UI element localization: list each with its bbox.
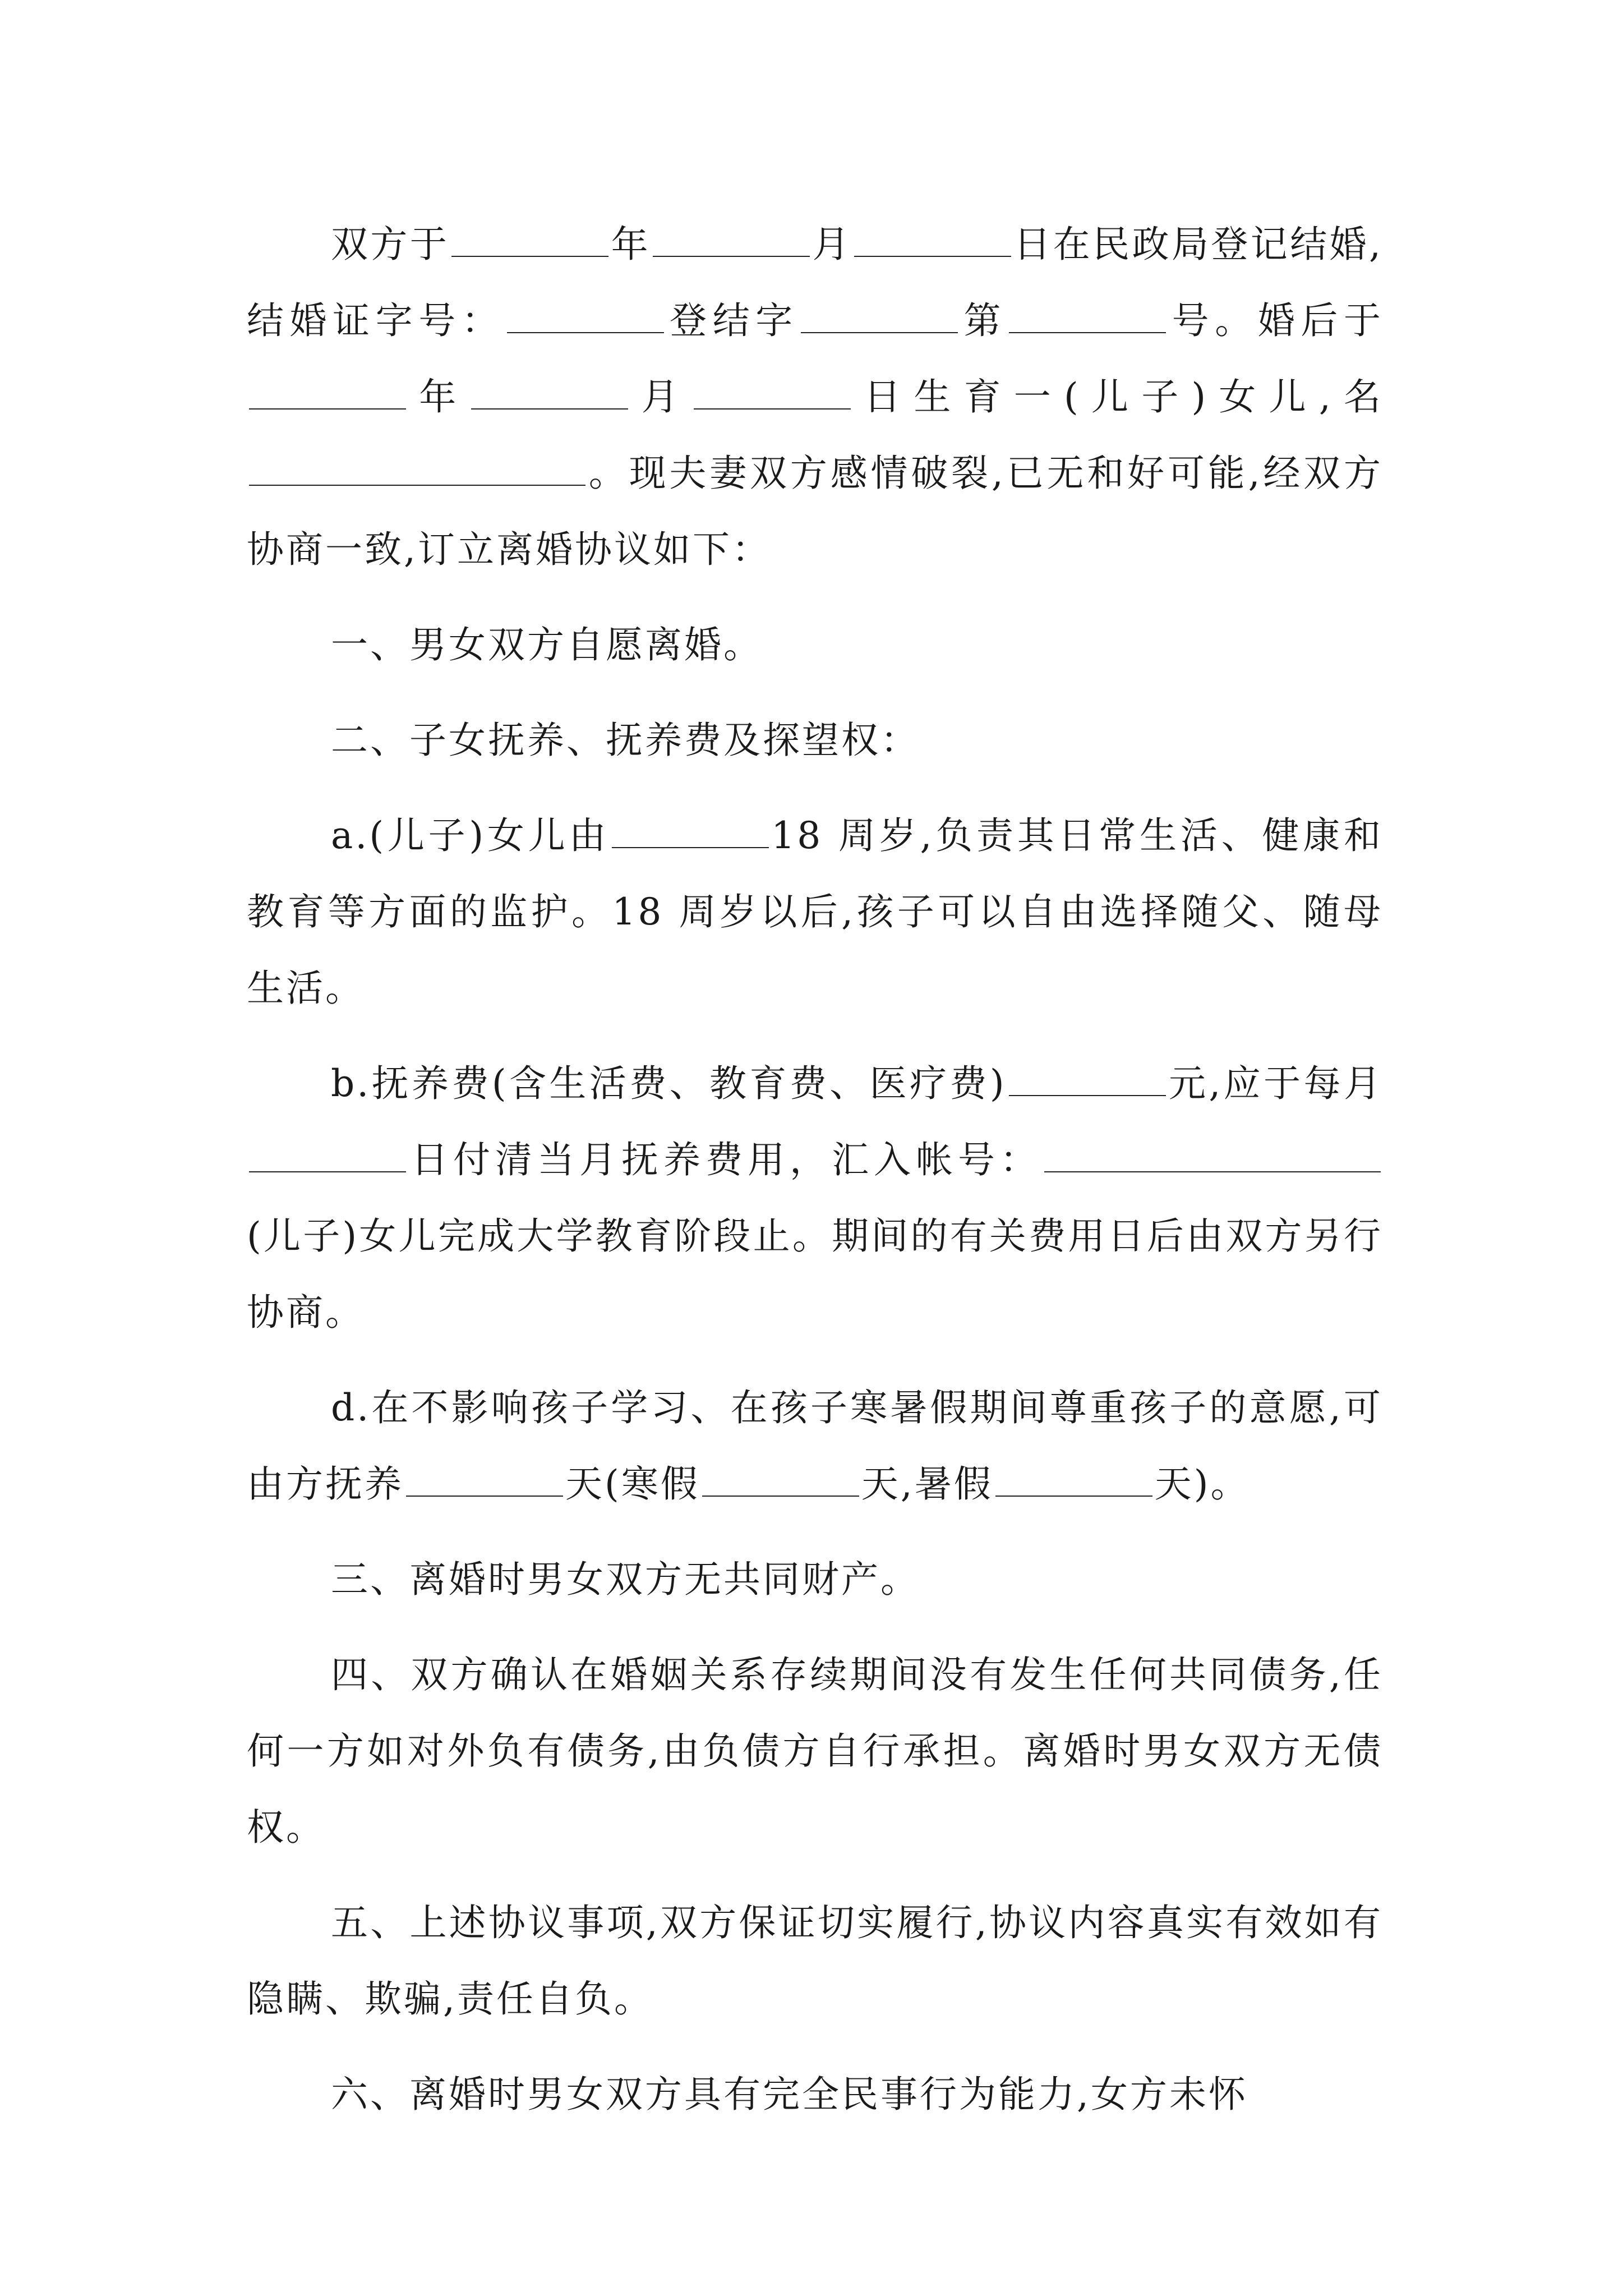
text: 天,暑假 xyxy=(861,1462,993,1506)
blank-birth-year xyxy=(249,377,406,409)
text: 日生育一(儿子)女儿,名 xyxy=(852,375,1384,418)
blank-days-winter xyxy=(702,1464,859,1497)
clause-2b xyxy=(247,1046,1383,1351)
blank-marriage-year xyxy=(451,224,608,257)
clause-2d xyxy=(247,1370,1383,1522)
text: (儿子)女儿完成大学教育阶段止。期间的有关费用日后由双方另行协商。 xyxy=(247,1214,1383,1334)
text: 第 xyxy=(960,299,1007,342)
text: 日付清当月抚养费用，汇入帐号： xyxy=(408,1138,1042,1181)
text: 登结字 xyxy=(666,299,799,342)
clause-3: 三、离婚时男女双方无共同财产。 xyxy=(331,1558,920,1601)
blank-marriage-month xyxy=(653,224,810,257)
text: 双方于 xyxy=(331,223,450,266)
blank-birth-day xyxy=(694,377,851,409)
clause-2a xyxy=(247,798,1383,1027)
blank-marriage-day xyxy=(854,224,1011,257)
text: 号。婚后于 xyxy=(1168,299,1384,342)
text: 18 周岁,负责其日常生活、健康和教育等方面的监护。18 周岁以后,孩子可以自由选择随父、随母生活。 xyxy=(247,814,1383,1010)
document-page xyxy=(247,206,1383,2152)
blank-child-name xyxy=(249,453,585,486)
blank-certificate-word xyxy=(801,301,958,333)
clause-2-heading: 二、子女抚养、抚养费及探望权： xyxy=(331,719,920,762)
text: 元,应于每月 xyxy=(1168,1062,1383,1105)
text: 日在民政局登记结婚,结婚证字号： xyxy=(247,223,1384,342)
blank-support-amount xyxy=(1009,1064,1166,1096)
text: 年 xyxy=(611,223,651,266)
text: 天)。 xyxy=(1154,1462,1250,1506)
text: 月 xyxy=(812,223,852,266)
clause-6: 六、离婚时男女双方具有完全民事行为能力,女方未怀 xyxy=(331,2073,1248,2116)
blank-account-number xyxy=(1044,1140,1381,1172)
blank-days-total xyxy=(406,1464,563,1497)
blank-certificate-number xyxy=(1009,301,1166,333)
text: 月 xyxy=(630,375,691,418)
clause-4: 四、双方确认在婚姻关系存续期间没有发生任何共同债务,任何一方如对外负有债务,由负债方自行承担。离婚时男女双方无债权。 xyxy=(247,1653,1383,1849)
blank-days-summer xyxy=(995,1464,1152,1497)
text: 年 xyxy=(408,375,469,418)
text: 天(寒假 xyxy=(565,1462,700,1506)
clause-1: 一、男女双方自愿离婚。 xyxy=(331,623,763,666)
clause-5: 五、上述协议事项,双方保证切实履行,协议内容真实有效如有隐瞒、欺骗,责任自负。 xyxy=(247,1901,1383,2021)
text: 。现夫妻双方感情破裂,已无和好可能,经双方协商一致,订立离婚协议如下： xyxy=(247,452,1383,571)
text: a.(儿子)女儿由 xyxy=(331,814,610,857)
blank-certificate-prefix xyxy=(507,301,664,333)
blank-custodian xyxy=(612,816,769,848)
text: d.在不影响孩子学习、在孩子寒暑假期间尊重孩子的意愿,可由方抚养 xyxy=(247,1386,1383,1506)
blank-birth-month xyxy=(471,377,628,409)
paragraph-marriage-info xyxy=(247,206,1383,588)
blank-payment-day xyxy=(249,1140,406,1172)
text: b.抚养费(含生活费、教育费、医疗费) xyxy=(331,1062,1007,1105)
